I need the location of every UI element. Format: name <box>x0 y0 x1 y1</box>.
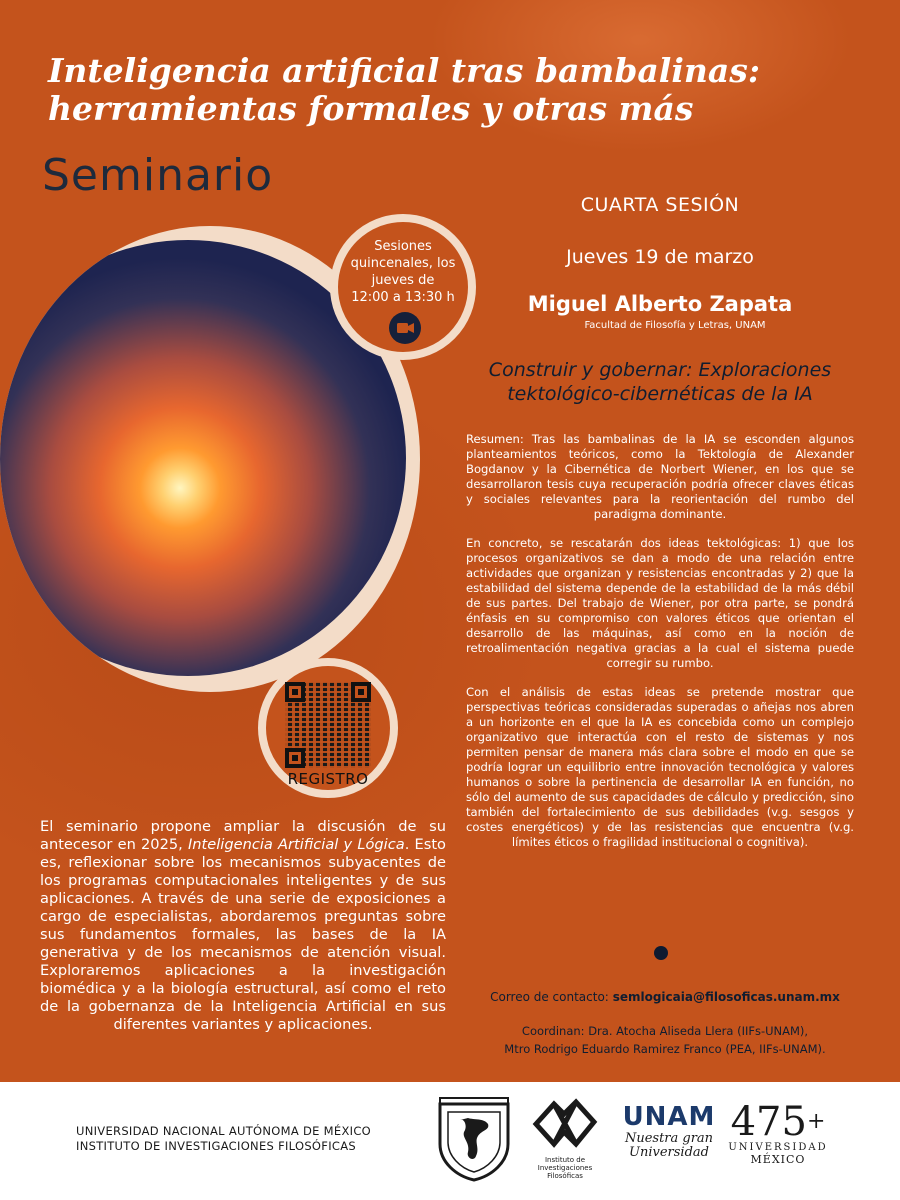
speaker-name: Miguel Alberto Zapata <box>527 292 793 316</box>
iif-logo-text <box>520 1156 610 1180</box>
unam-slogan-2: Universidad <box>629 1145 709 1160</box>
schedule-line-2: quincenales, los <box>350 256 456 271</box>
anniversary-plus: + <box>806 1109 826 1134</box>
qr-finder-top-left <box>285 682 305 702</box>
contact-line <box>470 990 860 1004</box>
poster-title <box>48 52 868 128</box>
intro-text-2: . Esto es, reflexionar sobre los mecanismos subyacentes de los programas computacionales inteligentes y de sus aplicaciones. A través de una serie de exposiciones a cargo de especialistas, abordaremos preguntas sobre sus fundamentos formales, las bases de la IA generativa y de los mecanismos de atención visual. Exploraremos aplicaciones a la investigación biomédica y a la biología estructural, así como el reto de la gobernanza de la Inteligencia Artificial en sus diferentes variantes y aplicaciones. <box>40 836 446 1033</box>
unam-brand-logo <box>614 1102 724 1182</box>
coordinators <box>470 1022 860 1058</box>
footer-line-1: UNIVERSIDAD NACIONAL AUTÓNOMA DE MÉXICO <box>76 1124 372 1138</box>
schedule-line-1: Sesiones <box>374 239 432 254</box>
title-line-1: Inteligencia artificial tras bambalinas: <box>48 51 760 90</box>
iif-text-3: Filosóficas <box>547 1172 583 1180</box>
separator-dot <box>654 946 668 960</box>
registration-label[interactable]: REGISTRO <box>287 770 369 788</box>
registration-qr-badge[interactable] <box>258 658 398 798</box>
anniversary-universidad: UNIVERSIDAD <box>728 1142 828 1153</box>
qr-finder-top-right <box>351 682 371 702</box>
iif-logo <box>520 1096 610 1182</box>
unam-slogan-1: Nuestra gran <box>624 1131 714 1146</box>
abstract-paragraph-3: Con el análisis de estas ideas se pretende mostrar que perspectivas teóricas consideradas superadas o añejas nos abren a un horizonte en el que la IA es concebida como un complejo organizativo que interactúa con el resto de sistemas y nos permiten pensar de manera más clara sobre el modo en que se podría lograr un equilibrio entre innovación tecnológica y valores humanos o sobre la pertinencia de desarrollar IA en función, no sólo del aumento de sus capacidades de cálculo y predicción, sino también del fortalecimiento de sus debilidades (v.g. sesgos y costes energéticos) y de las resistencias que encuentra (v.g. límites éticos o fragilidad institucional o cognitiva). <box>466 685 854 849</box>
video-camera-icon[interactable] <box>389 312 421 344</box>
title-line-2: herramientas formales y otras más <box>48 89 694 128</box>
unam-wordmark: UNAM <box>622 1102 716 1132</box>
session-date: Jueves 19 de marzo <box>566 246 754 268</box>
footer-institution <box>76 1124 371 1154</box>
intro-text-1: El seminario propone ampliar la discusión de su antecesor en 2025, <box>40 818 446 853</box>
footer-line-2: INSTITUTO DE INVESTIGACIONES FILOSÓFICAS <box>76 1139 356 1153</box>
abstract-paragraph-2: En concreto, se rescatarán dos ideas tektológicas: 1) que los procesos organizativos se dan a modo de una relación entre actividades que organizan y resistencias encontradas y 2) que la estabilidad del sistema depende de la estabilidad de la más débil de sus partes. Del trabajo de Wiener, por otra parte, se pondrá énfasis en su compromiso con valores éticos que orientan el desarrollo de las máquinas, así como en la noción de retroalimentación negativa gracias a la cual el sistema puede corregir su rumbo. <box>466 536 854 670</box>
session-number: CUARTA SESIÓN <box>580 194 740 216</box>
qr-finder-bottom-left <box>285 748 305 768</box>
contact-email-link[interactable]: semlogicaia@filosoficas.unam.mx <box>612 990 840 1004</box>
abstract <box>466 432 854 864</box>
anniversary-mexico: MÉXICO <box>750 1153 806 1166</box>
unam-shield-logo <box>434 1096 514 1182</box>
schedule-line-3: jueves de <box>371 273 435 288</box>
coordinators-line-2: Mtro Rodrigo Eduardo Ramirez Franco (PEA, IIFs-UNAM). <box>504 1042 826 1056</box>
coordinators-line-1: Coordinan: Dra. Atocha Aliseda Llera (IIFs-UNAM), <box>521 1024 809 1038</box>
qr-code-icon[interactable] <box>285 682 371 768</box>
iif-symbol-icon <box>530 1096 600 1152</box>
anniversary-number: 475 <box>730 1099 807 1145</box>
footer <box>0 1082 900 1200</box>
intro-text-italic: Inteligencia Artificial y Lógica <box>188 836 405 853</box>
talk-title: Construir y gobernar: Exploraciones tektológico-cibernéticas de la IA <box>488 359 832 405</box>
iif-text-2: Investigaciones <box>537 1164 593 1172</box>
speaker-affiliation: Facultad de Filosofía y Letras, UNAM <box>584 320 766 331</box>
seminar-description <box>40 818 446 1034</box>
left-hand-illustration <box>0 681 150 692</box>
anniversary-logo <box>728 1099 828 1182</box>
iif-text-1: Instituto de <box>544 1156 586 1164</box>
abstract-paragraph-1: Resumen: Tras las bambalinas de la IA se esconden algunos planteamientos teóricos, como la Tektología de Alexander Bogdanov y la Cibernética de Norbert Wiener, en los que se desarrollaron tesis cuya recuperación podría ofrecer claves éticas y sociales relevantes para la reorientación del rumbo del paradigma dominante. <box>466 432 854 521</box>
schedule-line-4: 12:00 a 13:30 h <box>351 290 455 305</box>
schedule-badge <box>330 214 476 360</box>
contact-label: Correo de contacto: <box>490 990 609 1004</box>
seminar-subtitle: Seminario <box>42 150 274 201</box>
